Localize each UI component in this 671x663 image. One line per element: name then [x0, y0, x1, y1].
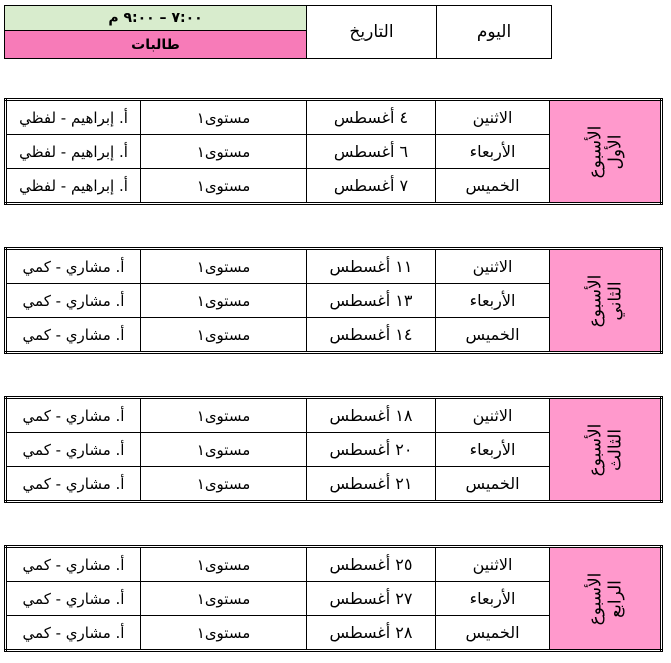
week-label-cell: [550, 100, 662, 204]
level-cell: مستوى١: [141, 249, 307, 284]
table-row: [6, 100, 662, 135]
table-row: [6, 398, 662, 433]
level-cell: مستوى١: [141, 284, 307, 318]
date-cell: ١٤ أغسطس: [307, 318, 436, 353]
teacher-cell: أ. مشاري - كمي: [6, 582, 141, 616]
teacher-cell: أ. إبراهيم - لفظي: [6, 169, 141, 204]
day-cell: الخميس: [436, 169, 550, 204]
teacher-cell: أ. إبراهيم - لفظي: [6, 100, 141, 135]
week-label-cell: [550, 547, 662, 651]
teacher-cell: أ. مشاري - كمي: [6, 433, 141, 467]
week-label-line1: الأسبوع: [585, 274, 605, 327]
level-cell: مستوى١: [141, 582, 307, 616]
level-cell: مستوى١: [141, 135, 307, 169]
day-cell: الأربعاء: [436, 135, 550, 169]
level-cell: مستوى١: [141, 433, 307, 467]
group-label: طالبات: [5, 31, 307, 59]
date-cell: ١١ أغسطس: [307, 249, 436, 284]
date-cell: ٤ أغسطس: [307, 100, 436, 135]
date-cell: ٢٨ أغسطس: [307, 616, 436, 651]
date-cell: ٦ أغسطس: [307, 135, 436, 169]
teacher-cell: أ. مشاري - كمي: [6, 249, 141, 284]
week-table-4: [4, 545, 663, 652]
date-cell: ١٣ أغسطس: [307, 284, 436, 318]
date-cell: ٧ أغسطس: [307, 169, 436, 204]
level-cell: مستوى١: [141, 467, 307, 502]
day-cell: الاثنين: [436, 100, 550, 135]
date-cell: ١٨ أغسطس: [307, 398, 436, 433]
teacher-cell: أ. إبراهيم - لفظي: [6, 135, 141, 169]
week-label-line1: الأسبوع: [585, 423, 605, 476]
teacher-cell: أ. مشاري - كمي: [6, 318, 141, 353]
day-cell: الاثنين: [436, 249, 550, 284]
day-cell: الخميس: [436, 616, 550, 651]
table-row: [6, 249, 662, 284]
day-cell: الخميس: [436, 318, 550, 353]
date-cell: ٢٧ أغسطس: [307, 582, 436, 616]
teacher-cell: أ. مشاري - كمي: [6, 616, 141, 651]
level-cell: مستوى١: [141, 318, 307, 353]
week-table-2: [4, 247, 663, 354]
week-table-3: [4, 396, 663, 503]
level-cell: مستوى١: [141, 398, 307, 433]
date-cell: ٢٠ أغسطس: [307, 433, 436, 467]
table-row: [6, 547, 662, 582]
day-cell: الخميس: [436, 467, 550, 502]
day-cell: الأربعاء: [436, 582, 550, 616]
level-cell: مستوى١: [141, 547, 307, 582]
level-cell: مستوى١: [141, 616, 307, 651]
day-cell: الأربعاء: [436, 284, 550, 318]
day-cell: الاثنين: [436, 398, 550, 433]
week-label-line2: الأول: [605, 134, 625, 169]
teacher-cell: أ. مشاري - كمي: [6, 398, 141, 433]
level-cell: مستوى١: [141, 169, 307, 204]
date-cell: ٢١ أغسطس: [307, 467, 436, 502]
session-time: ٧:٠٠ – ٩:٠٠ م: [5, 6, 307, 31]
teacher-cell: أ. مشاري - كمي: [6, 284, 141, 318]
day-column-header: اليوم: [437, 6, 552, 59]
week-label-line2: الرابع: [605, 579, 625, 618]
week-label-line2: الثالث: [605, 428, 625, 471]
date-column-header: التاريخ: [307, 6, 437, 59]
teacher-cell: أ. مشاري - كمي: [6, 547, 141, 582]
week-label-cell: [550, 249, 662, 353]
day-cell: الاثنين: [436, 547, 550, 582]
level-cell: مستوى١: [141, 100, 307, 135]
week-table-1: [4, 98, 663, 205]
week-label-cell: [550, 398, 662, 502]
week-label-line1: الأسبوع: [585, 572, 605, 625]
teacher-cell: أ. مشاري - كمي: [6, 467, 141, 502]
date-cell: ٢٥ أغسطس: [307, 547, 436, 582]
day-cell: الأربعاء: [436, 433, 550, 467]
week-label-line1: الأسبوع: [585, 125, 605, 178]
schedule-header-table: [4, 5, 552, 59]
week-label-line2: الثاني: [605, 280, 625, 321]
